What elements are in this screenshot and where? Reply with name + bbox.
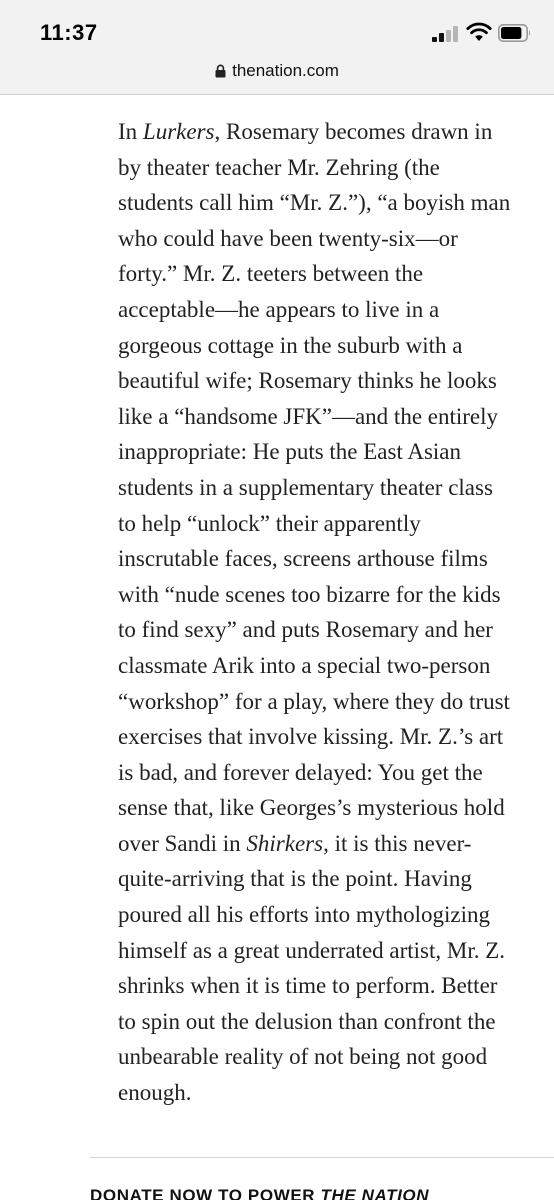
article-line: [118, 150, 538, 186]
article-text: who could have been twenty-six—or: [118, 225, 458, 251]
lock-icon: [215, 64, 226, 78]
article-line: [118, 292, 538, 328]
article-line: [118, 790, 538, 826]
article-line: [118, 755, 538, 791]
status-bar: [0, 0, 554, 58]
signal-bar: [453, 26, 458, 42]
article-text: poured all his efforts into mythologizing: [118, 902, 490, 928]
article-text: like a “handsome JFK”—and the entirely: [118, 403, 499, 429]
article-line: [118, 399, 538, 435]
article-line: [118, 612, 538, 648]
donate-label: DONATE NOW TO POWER: [90, 1186, 321, 1200]
article-text: shrinks when it is time to perform. Better: [118, 973, 498, 999]
section-divider: [90, 1157, 554, 1158]
article-line: [118, 363, 538, 399]
article-line: [118, 684, 538, 720]
article-line: [118, 648, 538, 684]
article-line: [118, 861, 538, 897]
article-text: acceptable—he appears to live in a: [118, 296, 440, 322]
article-text: unbearable reality of not being not good: [118, 1044, 488, 1070]
article-line: [118, 256, 538, 292]
cellular-signal-icon: [432, 26, 460, 42]
article-text: exercises that involve kissing. Mr. Z.’s art: [118, 724, 504, 750]
donate-publication-name: THE NATION: [320, 1186, 430, 1200]
article-line: [118, 185, 538, 221]
article-text: students in a supplementary theater class: [118, 474, 493, 500]
article-text: In: [118, 119, 143, 144]
article-line: [118, 506, 538, 542]
browser-address-bar[interactable]: [0, 58, 554, 95]
article-line: [118, 221, 538, 257]
article-line: [118, 719, 538, 755]
article-line: [118, 328, 538, 364]
article-text: enough.: [118, 1080, 192, 1106]
article-line: [118, 470, 538, 506]
article-text: , Rosemary becomes drawn in: [214, 119, 493, 144]
status-time: 11:37: [40, 20, 98, 45]
url-text: thenation.com: [232, 61, 339, 80]
article-text: sense that, like Georges’s mysterious hold: [118, 795, 505, 821]
article-text: , it is this never-: [323, 830, 472, 856]
article-line: [118, 968, 538, 1004]
article-text: with “nude scenes too bizarre for the kids: [118, 581, 501, 607]
article-body: [118, 114, 538, 1111]
article-text: classmate Arik into a special two-person: [118, 652, 491, 678]
article-line: [118, 114, 538, 150]
article-paragraph: [118, 114, 538, 1111]
article-text: over Sandi in: [118, 830, 247, 856]
article-line: [118, 826, 538, 862]
article-text: forty.” Mr. Z. teeters between the: [118, 261, 424, 287]
article-line: [118, 541, 538, 577]
article-line: [118, 1075, 538, 1111]
signal-bar: [439, 33, 444, 42]
article-text: to find sexy” and puts Rosemary and her: [118, 617, 493, 643]
article-text: students call him “Mr. Z.”), “a boyish man: [118, 190, 511, 216]
article-text: gorgeous cottage in the suburb with a: [118, 332, 463, 358]
article-text: to spin out the delusion than confront the: [118, 1008, 496, 1034]
article-text: himself as a great underrated artist, Mr. Z.: [118, 937, 506, 963]
article-line: [118, 1039, 538, 1075]
article-text: quite-arriving that is the point. Having: [118, 866, 472, 892]
article-text: inscrutable faces, screens arthouse films: [118, 546, 488, 572]
signal-bar: [432, 37, 437, 42]
article-text: beautiful wife; Rosemary thinks he looks: [118, 368, 497, 394]
wifi-icon: [466, 22, 492, 42]
article-text: inappropriate: He puts the East Asian: [118, 439, 462, 465]
donate-banner[interactable]: [90, 1186, 429, 1200]
article-title-emphasis: Shirkers: [246, 830, 324, 856]
article-text: “workshop” for a play, where they do trust: [118, 688, 510, 714]
article-text: by theater teacher Mr. Zehring (the: [118, 154, 440, 180]
battery-icon: [498, 24, 532, 42]
article-line: [118, 933, 538, 969]
article-text: to help “unlock” their apparently: [118, 510, 421, 536]
article-text: is bad, and forever delayed: You get the: [118, 759, 483, 785]
article-line: [118, 434, 538, 470]
article-line: [118, 1004, 538, 1040]
article-line: [118, 577, 538, 613]
article-line: [118, 897, 538, 933]
article-title-emphasis: Lurkers: [142, 119, 215, 144]
signal-bar: [446, 30, 451, 42]
url-field[interactable]: [0, 58, 554, 84]
